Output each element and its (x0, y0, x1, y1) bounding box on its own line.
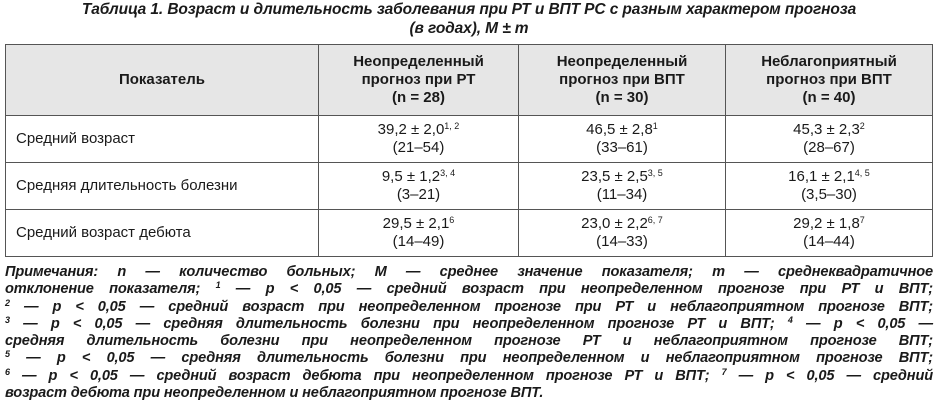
note-line: $^6$ — p < 0,05 — средний возраст дебюта при неопределенном прогнозе РТ и ВПТ; $^7$ — p < 0,05 — средний (5, 366, 933, 384)
row-label: Средний возраст дебюта (6, 210, 319, 257)
table-notes (5, 264, 933, 402)
note-line: средняя длительность болезни при неопределенном прогнозе РТ и неблагоприятном прогнозе ВПТ; (5, 333, 933, 350)
table-cell: $23,5 \pm 2,5^{3, 5}$ (11–34) (519, 163, 726, 210)
table-row (6, 163, 933, 210)
caption-line-2: (в годах), M ± m (409, 20, 529, 37)
header-uncertain-vpt: Неопределенный прогноз при ВПТ (n = 30) (519, 45, 726, 116)
table-row (6, 210, 933, 257)
note-line: возраст дебюта при неопределенном и неблагоприятном прогнозе ВПТ. (5, 385, 544, 402)
caption-line-1: Таблица 1. Возраст и длительность заболевания при РТ и ВПТ РС с разным характером прогноза (81, 1, 857, 18)
table-cell: $45,3 \pm 2,3^2$ (28–67) (726, 116, 933, 163)
table-caption (0, 0, 938, 38)
table-cell: $29,2 \pm 1,8^7$ (14–44) (726, 210, 933, 257)
row-label: Средний возраст (6, 116, 319, 163)
table-cell: $23,0 \pm 2,2^{6, 7}$ (14–33) (519, 210, 726, 257)
table-cell: $29,5 \pm 2,1^6$ (14–49) (319, 210, 519, 257)
note-line: $^3$ — p < 0,05 — средняя длительность болезни при неопределенном прогнозе РТ и ВПТ; $^4$ — p < 0,05 — (5, 314, 933, 332)
note-line: $^5$ — p < 0,05 — средняя длительность болезни при неопределенном и неблагоприятном прогнозе ВПТ; (5, 349, 933, 367)
table-cell: $9,5 \pm 1,2^{3, 4}$ (3–21) (319, 163, 519, 210)
header-row (6, 45, 933, 116)
note-line: отклонение показателя; $^1$ — p < 0,05 — средний возраст при неопределенном прогнозе при РТ и ВПТ; (5, 280, 933, 298)
note-line: $^2$ — p < 0,05 — средний возраст при неопределенном прогнозе при РТ и неблагоприятном прогнозе ВПТ; (5, 297, 933, 315)
header-indicator: Показатель (6, 45, 319, 116)
row-label: Средняя длительность болезни (6, 163, 319, 210)
header-uncertain-rt: Неопределенный прогноз при РТ (n = 28) (319, 45, 519, 116)
table-cell: $39,2 \pm 2,0^{1, 2}$ (21–54) (319, 116, 519, 163)
table-cell: $16,1 \pm 2,1^{4, 5}$ (3,5–30) (726, 163, 933, 210)
header-unfavorable-vpt: Неблагоприятный прогноз при ВПТ (n = 40) (726, 45, 933, 116)
table-cell: $46,5 \pm 2,8^1$ (33–61) (519, 116, 726, 163)
data-table (5, 44, 933, 257)
note-line: Примечания: n — количество больных; M — среднее значение показателя; m — среднеквадратичное (5, 264, 933, 280)
table-row (6, 116, 933, 163)
